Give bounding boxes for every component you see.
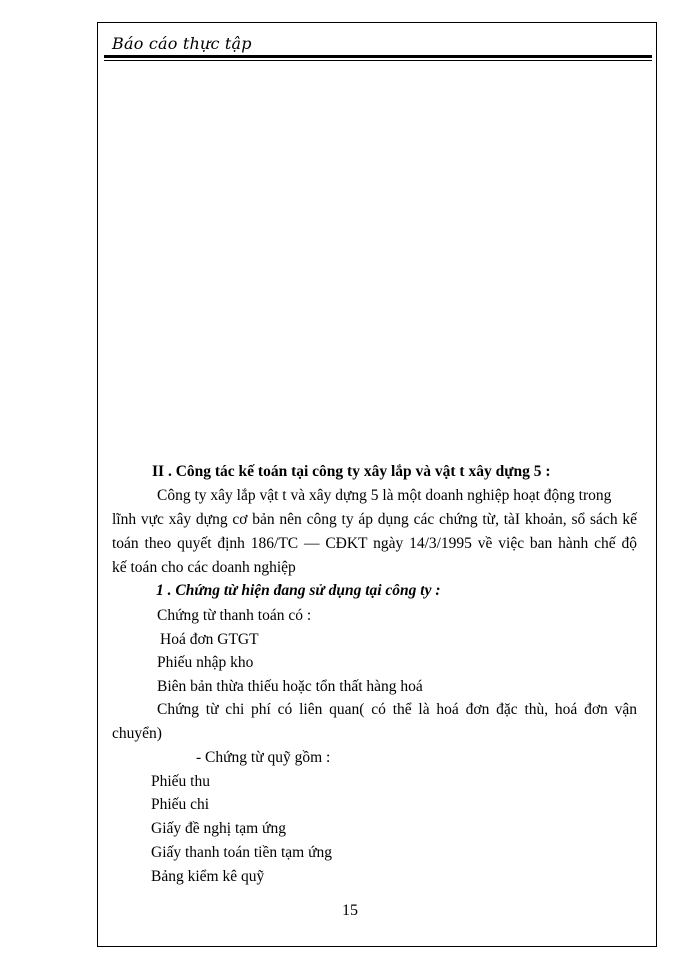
intro-line-1: Công ty xây lắp vật t và xây dựng 5 là một doanh nghiệp hoạt động trong [157, 487, 612, 504]
cost-docs-line-2: chuyển) [112, 725, 162, 742]
intro-line-4: kế toán cho các doanh nghiệp [112, 559, 296, 576]
subheading: 1 . Chứng từ hiện đang sử dụng tại công ty : [156, 582, 441, 599]
intro-line-2: lĩnh vực xây dựng cơ bản nên công ty áp dụng các chứng từ, tàI khoản, sổ sách kế [112, 511, 637, 528]
payment-docs-title: Chứng từ thanh toán có : [157, 607, 312, 624]
page-number: 15 [342, 902, 358, 919]
header-rule-thick [104, 55, 652, 58]
payment-doc-item: Phiếu nhập kho [157, 654, 254, 671]
section-heading: II . Công tác kế toán tại công ty xây lắp và vật t xây dựng 5 : [152, 463, 551, 480]
cost-docs-line-1: Chứng từ chi phí có liên quan( có thể là hoá đơn đặc thù, hoá đơn vận [157, 701, 637, 718]
payment-doc-item: Hoá đơn GTGT [160, 631, 259, 648]
fund-docs-title: - Chứng từ quỹ gồm : [196, 749, 331, 766]
fund-doc-item: Giấy thanh toán tiền tạm ứng [151, 844, 333, 861]
fund-doc-item: Phiếu chi [151, 796, 210, 813]
intro-line-3: toán theo quyết định 186/TC — CĐKT ngày 14/3/1995 về việc ban hành chế độ [112, 535, 637, 552]
fund-doc-item: Giấy đề nghị tạm ứng [151, 820, 286, 837]
payment-doc-item: Biên bản thừa thiếu hoặc tổn thất hàng hoá [157, 678, 423, 695]
fund-doc-item: Phiếu thu [151, 773, 210, 790]
header-rule-thin [104, 60, 652, 61]
header-title: Báo cáo thực tập [112, 34, 252, 53]
fund-doc-item: Bảng kiểm kê quỹ [151, 868, 265, 885]
